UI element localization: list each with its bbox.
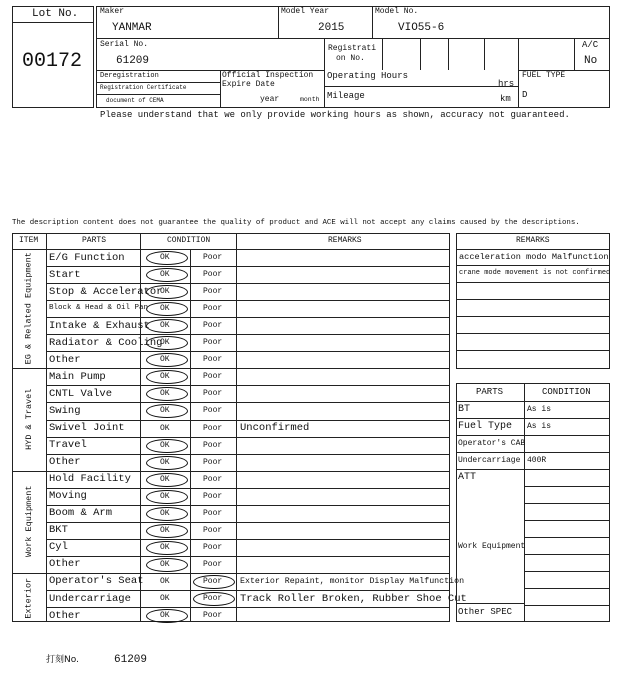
hrs-label: hrs	[498, 79, 515, 89]
side-remarks-header: REMARKS	[516, 236, 550, 245]
group-label: Work Equipment	[23, 485, 34, 557]
ok-option: OK	[160, 576, 170, 586]
poor-option: Poor	[203, 559, 223, 569]
registration-label-2: on No.	[336, 54, 365, 63]
side-part-name: BT	[458, 404, 471, 415]
poor-option: Poor	[203, 491, 223, 501]
row-divider	[46, 505, 450, 506]
side-remarks-divider	[456, 299, 610, 300]
fuel-type-label: FUEL TYPE	[522, 71, 566, 80]
deregistration-label: Deregistration	[100, 72, 159, 80]
row-divider	[46, 522, 450, 523]
part-name: Other	[49, 456, 81, 469]
ok-option: OK	[160, 594, 170, 603]
ok-circle-mark	[146, 473, 188, 487]
mileage-label: Mileage	[327, 91, 365, 101]
poor-option: Poor	[203, 389, 223, 399]
group-label: Exterior	[23, 577, 34, 619]
part-name: Main Pump	[49, 370, 106, 383]
ok-circle-mark	[146, 609, 188, 623]
ok-circle-mark	[146, 251, 188, 265]
row-divider	[12, 368, 450, 369]
work-equipment-label: Work Equipment	[458, 542, 526, 551]
poor-option: Poor	[203, 594, 223, 603]
side-part-condition: 400R	[527, 456, 547, 465]
poor-option: Poor	[203, 474, 223, 484]
side-remark-line: acceleration modo Malfunction	[459, 252, 609, 262]
ok-option: OK	[160, 389, 170, 399]
ok-option: OK	[160, 559, 170, 569]
row-divider	[46, 317, 450, 318]
poor-option: Poor	[203, 321, 223, 331]
row-remark: Unconfirmed	[240, 422, 310, 434]
side-parts-divider	[456, 452, 610, 453]
side-condition-divider	[524, 537, 610, 538]
year-label: year	[260, 95, 280, 104]
ok-circle-mark	[146, 541, 188, 555]
group-label: HYD & Travel	[23, 388, 34, 450]
ok-option: OK	[160, 304, 170, 314]
side-condition-divider	[524, 571, 610, 572]
group-label: EG & Related Equipment	[23, 251, 34, 365]
poor-option: Poor	[203, 270, 223, 280]
side-remark-line: crane mode movement is not confirmed	[459, 269, 611, 277]
ok-option: OK	[160, 287, 170, 297]
side-part-condition: As is	[527, 422, 552, 431]
row-divider	[46, 385, 450, 386]
poor-option: Poor	[203, 542, 223, 552]
inspection-label-2: Expire Date	[222, 80, 275, 89]
header-remarks: REMARKS	[328, 236, 362, 245]
ok-circle-mark	[146, 507, 188, 521]
side-remarks-divider	[456, 316, 610, 317]
part-name: Undercarriage	[49, 592, 131, 605]
ok-option: OK	[160, 542, 170, 552]
side-remarks-divider	[456, 265, 610, 266]
side-remarks-divider	[456, 350, 610, 351]
ok-option: OK	[160, 491, 170, 501]
side-parts-divider	[456, 435, 610, 436]
ac-label: A/C	[582, 40, 599, 50]
part-name: Boom & Arm	[49, 507, 113, 520]
part-name: Intake & Exhaust	[49, 319, 150, 332]
ok-option: OK	[160, 406, 170, 416]
side-remarks-divider	[456, 333, 610, 334]
row-divider	[46, 590, 450, 591]
poor-option: Poor	[203, 338, 223, 348]
header-condition: CONDITION	[167, 236, 211, 245]
row-divider	[12, 471, 450, 472]
maker-label: Maker	[100, 7, 125, 16]
poor-option: Poor	[203, 287, 223, 297]
row-divider	[12, 573, 450, 574]
ok-option: OK	[160, 611, 170, 621]
poor-option: Poor	[203, 304, 223, 314]
ok-option: OK	[160, 372, 170, 382]
row-divider	[46, 420, 450, 421]
footer-stamp-label: 打刻No.	[46, 655, 79, 665]
side-remarks-divider	[456, 282, 610, 283]
part-name: Block & Head & Oil Pan	[49, 304, 149, 313]
part-name: Other	[49, 558, 81, 571]
poor-option: Poor	[203, 423, 223, 433]
poor-circle-mark	[193, 592, 235, 606]
row-divider	[46, 437, 450, 438]
part-name: Moving	[49, 490, 87, 503]
side-parts-divider	[456, 418, 610, 419]
ok-option: OK	[160, 508, 170, 518]
row-remark: Track Roller Broken, Rubber Shoe Cut	[240, 592, 467, 605]
side-part-name: Fuel Type	[458, 421, 513, 432]
ok-circle-mark	[146, 285, 188, 299]
poor-option: Poor	[203, 508, 223, 518]
ok-option: OK	[160, 474, 170, 484]
ok-option: OK	[160, 525, 170, 535]
row-divider	[46, 266, 450, 267]
registration-certificate-label: Registration Certificate	[100, 84, 187, 91]
row-divider	[46, 488, 450, 489]
row-divider	[46, 334, 450, 335]
disclaimer: The description content does not guarantee the quality of product and ACE will not accept any claims caused by the descriptions.	[12, 219, 580, 227]
poor-circle-mark	[193, 575, 235, 589]
lot-number: 00172	[22, 50, 83, 73]
row-divider	[46, 556, 450, 557]
part-name: Other	[49, 609, 81, 622]
poor-option: Poor	[203, 525, 223, 535]
row-divider	[46, 402, 450, 403]
part-name: Operator's Seat	[49, 575, 144, 588]
row-divider	[46, 454, 450, 455]
ok-option: OK	[160, 253, 170, 262]
other-spec-divider	[456, 603, 524, 604]
poor-option: Poor	[203, 576, 223, 586]
ok-option: OK	[160, 321, 170, 331]
model-year-label: Model Year	[281, 7, 330, 16]
side-parts-divider	[456, 469, 610, 470]
poor-option: Poor	[203, 440, 223, 450]
km-label: km	[500, 94, 511, 104]
footer-stamp-value: 61209	[114, 654, 148, 666]
ok-option: OK	[160, 270, 170, 280]
side-condition-divider	[524, 588, 610, 589]
part-name: Stop & Accelerator	[49, 285, 163, 298]
part-name: BKT	[49, 524, 68, 537]
ok-circle-mark	[146, 439, 188, 453]
poor-option: Poor	[203, 611, 223, 621]
inspection-label-1: Official Inspection	[222, 71, 314, 80]
cema-label: document of CEMA	[106, 97, 164, 104]
part-name: Start	[49, 268, 81, 281]
row-divider	[46, 607, 450, 608]
ok-circle-mark	[146, 490, 188, 504]
hours-note: Please understand that we only provide working hours as shown, accuracy not guaranteed.	[100, 110, 570, 120]
poor-option: Poor	[203, 406, 223, 416]
fuel-type-value: D	[522, 90, 528, 100]
side-part-name: Undercarriage	[458, 456, 521, 465]
side-part-name: ATT	[458, 472, 477, 483]
ok-option: OK	[160, 457, 170, 467]
month-label: month	[300, 96, 320, 103]
maker-value: YANMAR	[112, 22, 152, 34]
part-name: Other	[49, 353, 81, 366]
side-condition-divider	[524, 520, 610, 521]
row-divider	[46, 283, 450, 284]
registration-label-1: Registrati	[328, 44, 377, 53]
side-part-name: Operator's CAB	[458, 439, 526, 448]
side-condition-divider	[524, 605, 610, 606]
row-divider	[46, 351, 450, 352]
ok-circle-mark	[146, 558, 188, 572]
model-no-value: VIO55-6	[398, 22, 445, 34]
serial-label: Serial No.	[100, 40, 149, 49]
part-name: E/G Function	[49, 251, 125, 264]
ok-option: OK	[160, 355, 170, 365]
serial-value: 61209	[116, 55, 150, 67]
ok-option: OK	[160, 440, 170, 450]
side-condition-divider	[524, 486, 610, 487]
part-name: Swing	[49, 404, 81, 417]
poor-option: Poor	[203, 372, 223, 382]
ok-circle-mark	[146, 456, 188, 470]
side-condition-header: CONDITION	[542, 387, 591, 397]
row-remark: Exterior Repaint, monitor Display Malfunction	[240, 576, 465, 586]
ok-circle-mark	[146, 524, 188, 538]
header-item: ITEM	[19, 236, 39, 245]
part-name: Swivel Joint	[49, 422, 125, 434]
header-parts: PARTS	[82, 236, 107, 245]
part-name: Travel	[49, 439, 87, 452]
poor-option: Poor	[203, 355, 223, 365]
ok-circle-mark	[146, 268, 188, 282]
ok-option: OK	[160, 338, 170, 348]
row-divider	[46, 539, 450, 540]
lot-label: Lot No.	[32, 8, 79, 20]
poor-option: Poor	[203, 253, 223, 262]
part-name: Hold Facility	[49, 473, 131, 486]
model-year-value: 2015	[318, 22, 345, 34]
part-name: CNTL Valve	[49, 387, 113, 400]
ac-value: No	[584, 55, 598, 67]
row-divider	[46, 300, 450, 301]
side-parts-divider	[456, 401, 610, 402]
part-name: Cyl	[49, 541, 68, 554]
other-spec-label: Other SPEC	[458, 607, 513, 617]
side-remarks-divider	[456, 249, 610, 250]
ok-option: OK	[160, 423, 170, 433]
part-name: Radiator & Cooling	[49, 336, 163, 349]
side-condition-divider	[524, 503, 610, 504]
poor-option: Poor	[203, 457, 223, 467]
side-part-condition: As is	[527, 405, 552, 414]
operating-hours-label: Operating Hours	[327, 71, 409, 81]
side-condition-divider	[524, 554, 610, 555]
side-parts-header: PARTS	[476, 387, 504, 397]
model-no-label: Model No.	[375, 7, 419, 16]
